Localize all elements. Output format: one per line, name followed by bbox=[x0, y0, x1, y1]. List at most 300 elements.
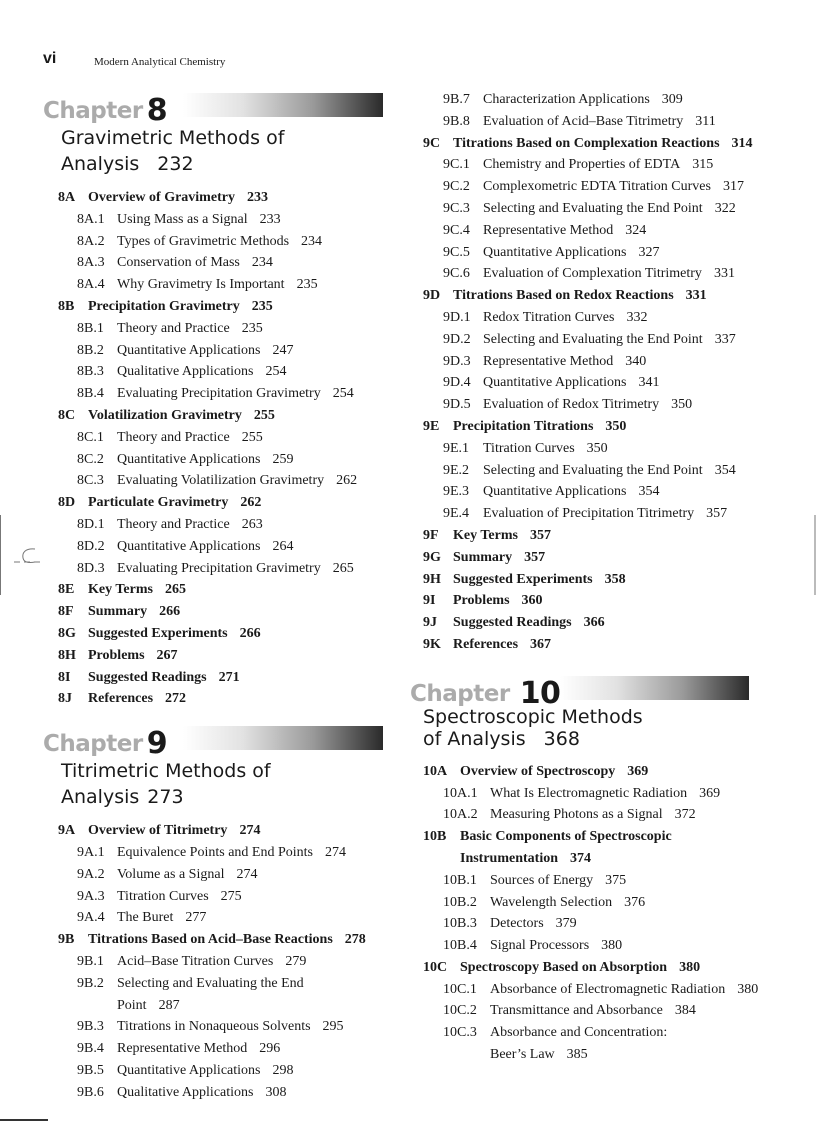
toc-entry-title: Key Terms bbox=[453, 527, 518, 543]
toc-entry-code: 8B.1 bbox=[77, 320, 104, 336]
toc-entry-page: 271 bbox=[218, 669, 240, 685]
toc-subsection-entry bbox=[43, 340, 383, 362]
toc-entry-title: The Buret bbox=[117, 910, 174, 926]
toc-section-entry bbox=[423, 634, 758, 656]
toc-entry-page: 266 bbox=[159, 604, 181, 620]
toc-entry-code: 8G bbox=[58, 625, 76, 641]
toc-entry-title: Representative Method bbox=[117, 1041, 248, 1057]
toc-entry-page: 254 bbox=[265, 364, 287, 380]
toc-entry-title: Absorbance and Concentration: Beer’s Law bbox=[490, 1025, 668, 1063]
toc-entry-code: 10C bbox=[423, 959, 448, 975]
toc-entry-title: Quantitative Applications bbox=[117, 1062, 261, 1078]
toc-entry-title: Theory and Practice bbox=[117, 516, 230, 532]
toc-entry-page: 255 bbox=[241, 429, 263, 445]
toc-entry-code: 9D.2 bbox=[443, 331, 471, 347]
toc-entry-code: 9J bbox=[423, 615, 437, 631]
toc-entry-page: 369 bbox=[699, 785, 721, 801]
toc-entry-page: 254 bbox=[332, 386, 354, 402]
toc-subsection-entry bbox=[43, 1060, 383, 1082]
toc-entry-code: 9B.2 bbox=[77, 975, 104, 991]
toc-entry-title: Problems bbox=[453, 593, 510, 609]
toc-entry-code: 8D bbox=[58, 495, 76, 511]
toc-section-entry bbox=[423, 612, 758, 634]
toc-entry-page: 274 bbox=[324, 844, 346, 860]
toc-section-entry bbox=[423, 826, 758, 870]
toc-entry-page: 322 bbox=[714, 200, 736, 216]
toc-entry-code: 9B.3 bbox=[77, 1019, 104, 1035]
toc-entry-title: Signal Processors bbox=[490, 938, 590, 954]
toc-entry-page: 350 bbox=[605, 418, 627, 434]
toc-entry-page: 247 bbox=[272, 342, 294, 358]
toc-entry-code: 9C.4 bbox=[443, 222, 470, 238]
toc-section-entry bbox=[43, 579, 383, 601]
toc-entry-page: 287 bbox=[158, 997, 180, 1013]
toc-subsection-entry bbox=[43, 231, 383, 253]
toc-entry-code: 9F bbox=[423, 527, 439, 543]
toc-entry-title: Suggested Readings bbox=[88, 669, 207, 685]
toc-subsection-entry bbox=[43, 1082, 383, 1104]
toc-entry-title: Chemistry and Properties of EDTA bbox=[483, 157, 681, 173]
toc-section-entry bbox=[423, 525, 758, 547]
toc-subsection-entry bbox=[423, 263, 758, 285]
toc-entry-title: Problems bbox=[88, 647, 145, 663]
toc-entry-code: 10A bbox=[423, 763, 448, 779]
toc-entry-page: 262 bbox=[240, 495, 262, 511]
toc-entry-title: Quantitative Applications bbox=[483, 484, 627, 500]
toc-entry-title: Detectors bbox=[490, 916, 544, 932]
toc-section-entry bbox=[43, 187, 383, 209]
toc-entry-code: 9G bbox=[423, 549, 441, 565]
right-column bbox=[410, 89, 759, 1066]
toc-section-entry bbox=[423, 416, 758, 438]
toc-subsection-entry bbox=[43, 1016, 383, 1038]
toc-entry-page: 350 bbox=[671, 397, 693, 413]
toc-entry-page: 309 bbox=[661, 92, 683, 107]
toc-entry-page: 357 bbox=[524, 549, 546, 565]
toc-subsection-entry bbox=[423, 329, 758, 351]
toc-entry-code: 10C.1 bbox=[443, 981, 477, 997]
toc-entry-page: 366 bbox=[583, 615, 605, 631]
toc-entry-code: 9C.2 bbox=[443, 179, 470, 195]
toc-entry-page: 372 bbox=[674, 807, 696, 823]
toc-subsection-entry bbox=[43, 252, 383, 274]
toc-subsection-entry bbox=[423, 351, 758, 373]
toc-entry-page: 234 bbox=[301, 233, 323, 249]
toc-subsection-entry bbox=[43, 449, 383, 471]
toc-subsection-entry bbox=[43, 973, 383, 1017]
toc-entry-code: 9A bbox=[58, 823, 76, 839]
toc-subsection-entry bbox=[43, 383, 383, 405]
chapter-bar bbox=[183, 726, 383, 750]
toc-subsection-entry bbox=[423, 870, 758, 892]
chapter-9-title: Titrimetric Methods of Analysis 273 bbox=[61, 760, 271, 809]
toc-subsection-entry bbox=[423, 892, 758, 914]
toc-entry-page: 317 bbox=[722, 179, 744, 195]
toc-entry-page: 337 bbox=[714, 331, 736, 347]
toc-entry-page: 265 bbox=[332, 560, 354, 576]
toc-entry-page: 341 bbox=[638, 375, 660, 391]
toc-entry-page: 367 bbox=[530, 636, 552, 652]
toc-entry-code: 9A.4 bbox=[77, 910, 105, 926]
toc-entry-title: Quantitative Applications bbox=[483, 244, 627, 260]
toc-entry-title: Suggested Readings bbox=[453, 615, 572, 631]
toc-entry-page: 235 bbox=[296, 277, 318, 293]
footer-rule bbox=[0, 1119, 48, 1121]
toc-entry-title: References bbox=[453, 636, 519, 652]
toc-entry-title: Volume as a Signal bbox=[117, 866, 225, 882]
toc-entry-code: 9E.1 bbox=[443, 440, 470, 456]
toc-section-entry bbox=[423, 590, 758, 612]
toc-entry-code: 10A.1 bbox=[443, 785, 478, 801]
toc-entry-code: 8C bbox=[58, 407, 76, 423]
toc-entry-title: Particulate Gravimetry bbox=[88, 495, 229, 511]
toc-subsection-entry bbox=[43, 209, 383, 231]
toc-entry-title: Summary bbox=[88, 604, 148, 620]
toc-entry-page: 308 bbox=[265, 1084, 287, 1100]
toc-entry-title: Evaluation of Precipitation Titrimetry bbox=[483, 506, 695, 522]
toc-entry-title: Key Terms bbox=[88, 582, 153, 598]
toc-entry-code: 9D.3 bbox=[443, 353, 471, 369]
toc-subsection-entry bbox=[423, 220, 758, 242]
toc-subsection-entry bbox=[43, 514, 383, 536]
chapter-bar bbox=[560, 676, 749, 700]
toc-entry-code: 10B.1 bbox=[443, 872, 477, 888]
roman-page-number: vi bbox=[43, 50, 57, 67]
toc-entry-code: 8A.4 bbox=[77, 277, 105, 293]
toc-entry-code: 9B.6 bbox=[77, 1084, 104, 1100]
toc-entry-title: Qualitative Applications bbox=[117, 364, 254, 380]
toc-subsection-entry bbox=[423, 111, 758, 133]
toc-entry-code: 8C.2 bbox=[77, 451, 104, 467]
toc-entry-page: 331 bbox=[685, 288, 707, 304]
toc-subsection-entry bbox=[43, 274, 383, 296]
toc-entry-page: 350 bbox=[586, 440, 608, 456]
running-header-title: Modern Analytical Chemistry bbox=[94, 56, 226, 68]
toc-entry-code: 8I bbox=[58, 669, 71, 685]
toc-entry-title: Why Gravimetry Is Important bbox=[117, 277, 285, 293]
toc-section-entry bbox=[43, 688, 383, 710]
toc-entry-code: 8H bbox=[58, 647, 76, 663]
toc-subsection-entry bbox=[43, 907, 383, 929]
toc-section-entry bbox=[43, 405, 383, 427]
toc-entry-title: Theory and Practice bbox=[117, 320, 230, 336]
toc-entry-code: 10C.3 bbox=[443, 1025, 477, 1041]
toc-entry-code: 9I bbox=[423, 593, 436, 609]
chapter-bar bbox=[183, 93, 383, 117]
toc-entry-code: 9D.4 bbox=[443, 375, 471, 391]
toc-entry-page: 380 bbox=[737, 981, 759, 997]
toc-entry-title: Evaluating Volatilization Gravimetry bbox=[117, 473, 325, 489]
toc-entry-code: 9K bbox=[423, 636, 441, 652]
toc-entry-title: Volatilization Gravimetry bbox=[88, 407, 242, 423]
toc-entry-code: 8D.3 bbox=[77, 560, 105, 576]
toc-entry-code: 9E bbox=[423, 418, 440, 434]
toc-entry-code: 8A bbox=[58, 190, 76, 205]
toc-entry-page: 298 bbox=[272, 1062, 294, 1078]
toc-entry-title: Summary bbox=[453, 549, 513, 565]
toc-entry-title: Precipitation Gravimetry bbox=[88, 298, 240, 314]
toc-entry-title: Selecting and Evaluating the End Point bbox=[117, 975, 304, 1013]
toc-entry-page: 275 bbox=[220, 888, 242, 904]
toc-entry-code: 8B bbox=[58, 298, 75, 314]
toc-entry-page: 385 bbox=[566, 1047, 588, 1063]
toc-entry-page: 357 bbox=[706, 506, 728, 522]
toc-entry-title: Representative Method bbox=[483, 222, 614, 238]
toc-entry-code: 8C.1 bbox=[77, 429, 104, 445]
toc-entry-page: 376 bbox=[624, 894, 646, 910]
toc-entry-code: 9B.5 bbox=[77, 1062, 104, 1078]
toc-entry-title: Representative Method bbox=[483, 353, 614, 369]
toc-entry-page: 327 bbox=[638, 244, 660, 260]
chapter-label: Chapter 10 bbox=[410, 675, 561, 711]
toc-entry-page: 277 bbox=[185, 910, 207, 926]
toc-entry-page: 233 bbox=[259, 211, 281, 227]
toc-entry-page: 340 bbox=[625, 353, 647, 369]
toc-subsection-entry bbox=[423, 154, 758, 176]
toc-entry-page: 379 bbox=[555, 916, 577, 932]
left-column bbox=[43, 91, 383, 1103]
toc-entry-page: 233 bbox=[246, 190, 268, 205]
toc-subsection-entry bbox=[423, 89, 758, 111]
toc-entry-title: Overview of Spectroscopy bbox=[460, 763, 616, 779]
toc-entry-page: 266 bbox=[239, 625, 261, 641]
toc-entry-page: 358 bbox=[604, 571, 626, 587]
toc-entry-code: 8D.1 bbox=[77, 516, 105, 532]
toc-entry-title: Evaluating Precipitation Gravimetry bbox=[117, 386, 321, 402]
chapter-8-title: Gravimetric Methods of Analysis 232 bbox=[61, 127, 285, 175]
toc-entry-code: 10B.4 bbox=[443, 938, 477, 954]
toc-entry-page: 255 bbox=[253, 407, 275, 423]
toc-entry-code: 8E bbox=[58, 582, 75, 598]
toc-entry-page: 380 bbox=[601, 938, 623, 954]
toc-entry-title: Using Mass as a Signal bbox=[117, 211, 248, 227]
toc-section-entry bbox=[423, 957, 758, 979]
toc-section-entry bbox=[43, 820, 383, 842]
toc-entry-code: 10B.3 bbox=[443, 916, 477, 932]
toc-entry-title: Titrations Based on Redox Reactions bbox=[453, 288, 674, 304]
toc-entry-page: 331 bbox=[713, 266, 735, 282]
toc-entry-title: Conservation of Mass bbox=[117, 255, 240, 271]
toc-entry-title: Qualitative Applications bbox=[117, 1084, 254, 1100]
toc-section-entry bbox=[43, 601, 383, 623]
toc-entry-title: Suggested Experiments bbox=[453, 571, 593, 587]
toc-entry-page: 357 bbox=[529, 527, 551, 543]
toc-entry-title: Overview of Titrimetry bbox=[88, 823, 228, 839]
toc-subsection-entry bbox=[423, 935, 758, 957]
toc-subsection-entry bbox=[423, 1022, 758, 1066]
toc-entry-title: Selecting and Evaluating the End Point bbox=[483, 331, 703, 347]
toc-entry-page: 354 bbox=[714, 462, 736, 478]
toc-entry-page: 295 bbox=[322, 1019, 344, 1035]
chapter-label: Chapter 8 bbox=[43, 93, 168, 128]
toc-entry-title: Overview of Gravimetry bbox=[88, 190, 235, 205]
toc-subsection-entry bbox=[43, 886, 383, 908]
toc-entry-title: Quantitative Applications bbox=[117, 538, 261, 554]
toc-entry-page: 262 bbox=[336, 473, 358, 489]
toc-entry-title: Wavelength Selection bbox=[490, 894, 613, 910]
toc-entry-page: 235 bbox=[251, 298, 273, 314]
toc-entry-page: 265 bbox=[164, 582, 186, 598]
chapter-10-title: Spectroscopic Methods of Analysis 368 bbox=[423, 705, 643, 750]
toc-subsection-entry bbox=[423, 913, 758, 935]
toc-entry-page: 354 bbox=[638, 484, 660, 500]
toc-entry-page: 234 bbox=[251, 255, 273, 271]
toc-entry-code: 10B.2 bbox=[443, 894, 477, 910]
toc-entry-page: 278 bbox=[344, 932, 366, 948]
toc-subsection-entry bbox=[423, 1000, 758, 1022]
toc-section-entry bbox=[43, 667, 383, 689]
toc-entry-page: 315 bbox=[692, 157, 714, 173]
toc-entry-page: 235 bbox=[241, 320, 263, 336]
toc-subsection-entry bbox=[423, 394, 758, 416]
toc-entry-code: 9H bbox=[423, 571, 441, 587]
toc-entry-page: 272 bbox=[165, 691, 187, 707]
toc-section-entry bbox=[423, 285, 758, 307]
toc-entry-page: 274 bbox=[236, 866, 258, 882]
toc-entry-code: 9D bbox=[423, 288, 441, 304]
chapter-10-toc bbox=[423, 761, 758, 1066]
toc-entry-page: 314 bbox=[731, 135, 753, 151]
toc-entry-code: 9D.5 bbox=[443, 397, 471, 413]
toc-subsection-entry bbox=[423, 176, 758, 198]
toc-entry-code: 10C.2 bbox=[443, 1003, 477, 1019]
toc-entry-code: 9B.1 bbox=[77, 953, 104, 969]
toc-entry-page: 324 bbox=[625, 222, 647, 238]
toc-entry-title: Quantitative Applications bbox=[117, 342, 261, 358]
chapter-9-toc-right bbox=[423, 89, 758, 656]
toc-subsection-entry bbox=[423, 242, 758, 264]
toc-subsection-entry bbox=[43, 536, 383, 558]
toc-entry-title: Absorbance of Electromagnetic Radiation bbox=[490, 981, 726, 997]
toc-subsection-entry bbox=[423, 438, 758, 460]
toc-entry-page: 360 bbox=[521, 593, 543, 609]
toc-entry-code: 9E.3 bbox=[443, 484, 470, 500]
toc-subsection-entry bbox=[423, 481, 758, 503]
toc-section-entry bbox=[43, 296, 383, 318]
toc-entry-code: 9A.1 bbox=[77, 844, 105, 860]
toc-entry-title: Titration Curves bbox=[483, 440, 575, 456]
toc-section-entry bbox=[43, 645, 383, 667]
toc-entry-code: 8C.3 bbox=[77, 473, 104, 489]
toc-entry-page: 374 bbox=[570, 850, 592, 866]
toc-entry-code: 9C.6 bbox=[443, 266, 470, 282]
crop-mark-left bbox=[0, 515, 50, 595]
toc-entry-page: 296 bbox=[259, 1041, 281, 1057]
toc-entry-code: 8J bbox=[58, 691, 72, 707]
toc-entry-code: 9E.4 bbox=[443, 506, 470, 522]
toc-entry-code: 9C bbox=[423, 135, 441, 151]
toc-entry-page: 369 bbox=[627, 763, 649, 779]
toc-entry-title: Evaluation of Redox Titrimetry bbox=[483, 397, 660, 413]
toc-entry-title: Evaluating Precipitation Gravimetry bbox=[117, 560, 321, 576]
toc-entry-code: 9A.3 bbox=[77, 888, 105, 904]
toc-entry-code: 8A.2 bbox=[77, 233, 105, 249]
toc-entry-title: Acid–Base Titration Curves bbox=[117, 953, 274, 969]
toc-entry-title: Selecting and Evaluating the End Point bbox=[483, 462, 703, 478]
toc-section-entry bbox=[423, 547, 758, 569]
toc-entry-code: 8B.3 bbox=[77, 364, 104, 380]
toc-entry-title: Titrations Based on Complexation Reactions bbox=[453, 135, 720, 151]
toc-entry-code: 8B.4 bbox=[77, 386, 104, 402]
toc-subsection-entry bbox=[423, 783, 758, 805]
toc-entry-title: Titrations in Nonaqueous Solvents bbox=[117, 1019, 311, 1035]
toc-entry-code: 9C.5 bbox=[443, 244, 470, 260]
toc-subsection-entry bbox=[43, 1038, 383, 1060]
toc-entry-title: Redox Titration Curves bbox=[483, 309, 615, 325]
toc-subsection-entry bbox=[43, 558, 383, 580]
toc-subsection-entry bbox=[43, 318, 383, 340]
toc-subsection-entry bbox=[423, 460, 758, 482]
toc-section-entry bbox=[423, 133, 758, 155]
toc-subsection-entry bbox=[43, 470, 383, 492]
toc-entry-code: 9A.2 bbox=[77, 866, 105, 882]
toc-entry-title: Types of Gravimetric Methods bbox=[117, 233, 290, 249]
toc-entry-title: Equivalence Points and End Points bbox=[117, 844, 313, 860]
toc-entry-title: Transmittance and Absorbance bbox=[490, 1003, 663, 1019]
toc-entry-code: 10B bbox=[423, 829, 447, 845]
toc-entry-title: Measuring Photons as a Signal bbox=[490, 807, 663, 823]
toc-subsection-entry bbox=[423, 307, 758, 329]
toc-subsection-entry bbox=[423, 979, 758, 1001]
chapter-10-heading bbox=[410, 674, 758, 711]
toc-entry-page: 274 bbox=[239, 823, 261, 839]
toc-subsection-entry bbox=[423, 503, 758, 525]
toc-subsection-entry bbox=[423, 198, 758, 220]
toc-entry-page: 279 bbox=[285, 953, 307, 969]
toc-subsection-entry bbox=[43, 842, 383, 864]
toc-entry-title: Quantitative Applications bbox=[483, 375, 627, 391]
toc-subsection-entry bbox=[423, 804, 758, 826]
toc-entry-code: 9C.3 bbox=[443, 200, 470, 216]
toc-subsection-entry bbox=[423, 372, 758, 394]
chapter-8-toc bbox=[43, 187, 383, 710]
toc-entry-title: Spectroscopy Based on Absorption bbox=[460, 959, 668, 975]
toc-section-entry bbox=[43, 623, 383, 645]
toc-entry-code: 9E.2 bbox=[443, 462, 470, 478]
toc-subsection-entry bbox=[43, 427, 383, 449]
toc-entry-title: Precipitation Titrations bbox=[453, 418, 594, 434]
toc-entry-code: 8F bbox=[58, 604, 74, 620]
toc-section-entry bbox=[423, 569, 758, 591]
chapter-8-heading bbox=[43, 91, 383, 128]
toc-entry-title: Sources of Energy bbox=[490, 872, 594, 888]
toc-entry-title: Evaluation of Complexation Titrimetry bbox=[483, 266, 702, 282]
toc-entry-page: 267 bbox=[156, 647, 178, 663]
chapter-label: Chapter 9 bbox=[43, 726, 168, 762]
toc-subsection-entry bbox=[43, 361, 383, 383]
toc-entry-code: 9D.1 bbox=[443, 309, 471, 325]
toc-entry-title: References bbox=[88, 691, 154, 707]
toc-entry-code: 8B.2 bbox=[77, 342, 104, 358]
toc-subsection-entry bbox=[43, 951, 383, 973]
chapter-9-toc-left bbox=[43, 820, 383, 1103]
toc-subsection-entry bbox=[43, 864, 383, 886]
toc-entry-title: Titrations Based on Acid–Base Reactions bbox=[88, 932, 333, 948]
toc-entry-title: Theory and Practice bbox=[117, 429, 230, 445]
toc-section-entry bbox=[43, 929, 383, 951]
toc-entry-code: 9C.1 bbox=[443, 157, 470, 173]
toc-entry-code: 9B.8 bbox=[443, 113, 470, 129]
chapter-9-heading bbox=[43, 724, 383, 762]
toc-entry-code: 9B.7 bbox=[443, 92, 470, 107]
toc-entry-page: 332 bbox=[626, 309, 648, 325]
toc-entry-title: Quantitative Applications bbox=[117, 451, 261, 467]
toc-entry-title: Basic Components of Spectroscopic Instrumentation bbox=[460, 829, 672, 866]
toc-entry-code: 9B.4 bbox=[77, 1041, 104, 1057]
toc-section-entry bbox=[423, 761, 758, 783]
toc-section-entry bbox=[43, 492, 383, 514]
toc-entry-code: 9B bbox=[58, 932, 75, 948]
